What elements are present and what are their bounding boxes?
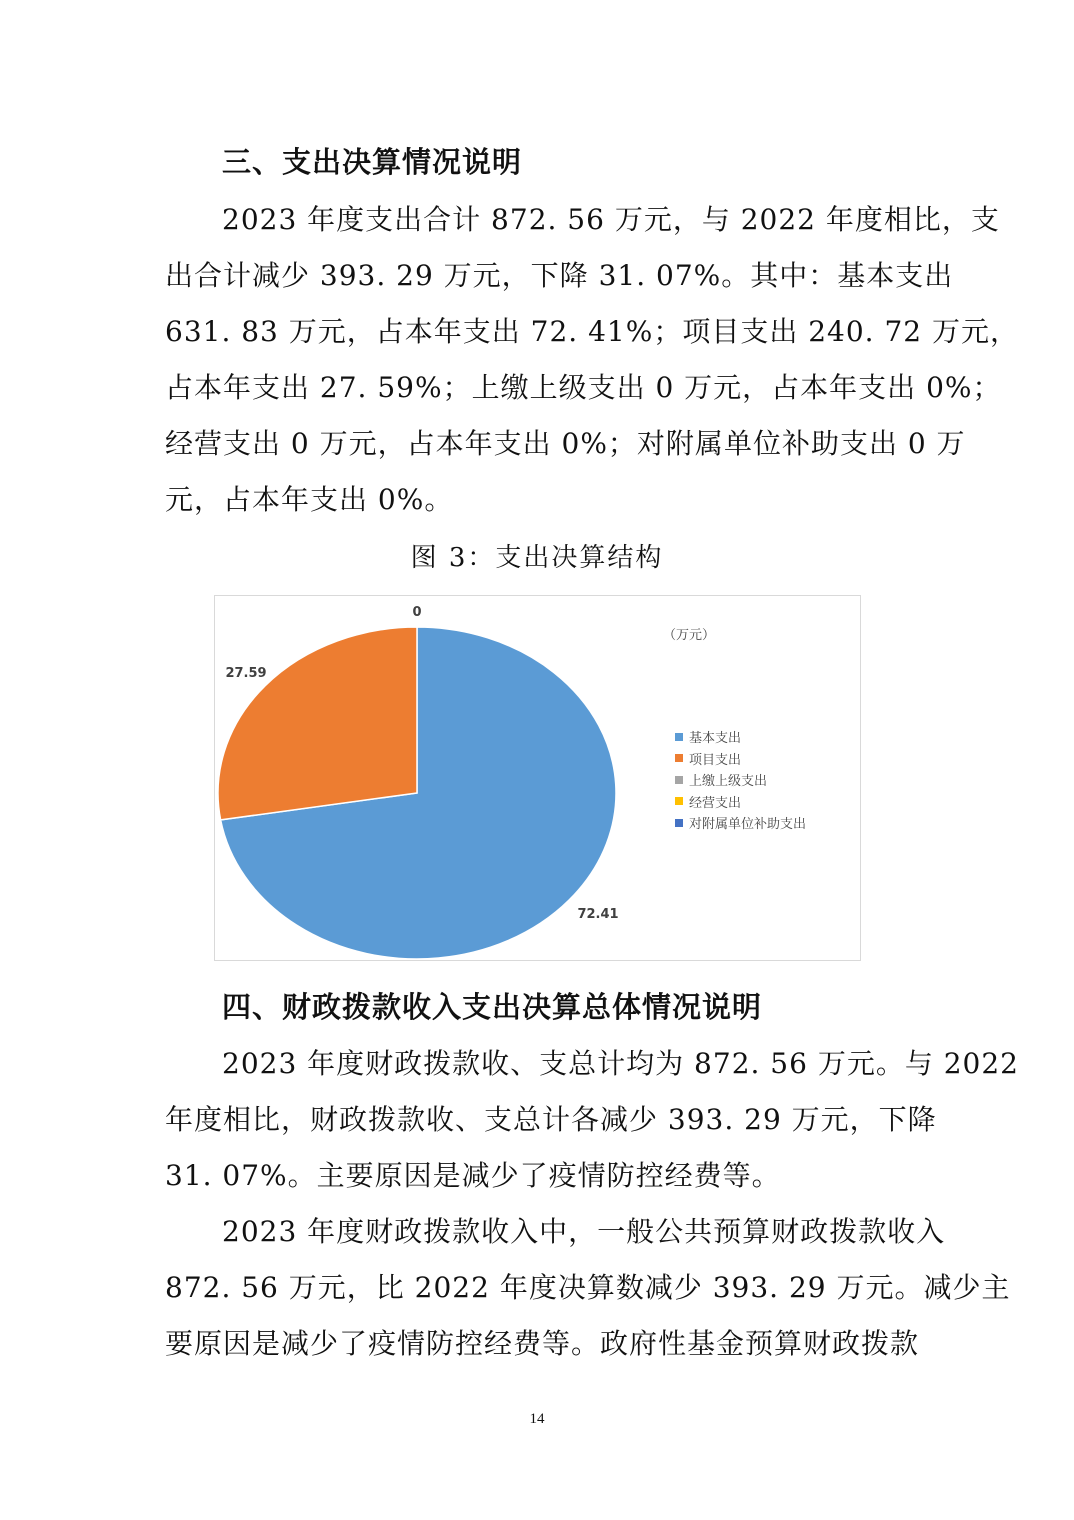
legend-swatch xyxy=(675,819,683,827)
section-3-heading: 三、支出决算情况说明 xyxy=(222,145,523,179)
section-3-line-5: 经营支出 0 万元，占本年支出 0%；对附属单位补助支出 0 万 xyxy=(165,427,966,460)
legend-item-4 xyxy=(675,791,806,813)
section-4-para-2-line-2: 872. 56 万元，比 2022 年度决算数减少 393. 29 万元。减少主 xyxy=(165,1271,1011,1304)
legend-label: 经营支出 xyxy=(689,795,742,811)
legend-item-1 xyxy=(675,726,806,748)
section-3-line-6: 元，占本年支出 0%。 xyxy=(165,483,454,516)
legend-label: 基本支出 xyxy=(689,731,742,747)
legend-label: 对附属单位补助支出 xyxy=(689,817,807,833)
section-4-para-1-line-3: 31. 07%。主要原因是减少了疫情防控经费等。 xyxy=(165,1159,781,1192)
chart-legend xyxy=(675,726,806,834)
pie-slice-2 xyxy=(218,627,417,820)
section-3-line-4: 占本年支出 27. 59%；上缴上级支出 0 万元，占本年支出 0%； xyxy=(165,371,1002,404)
section-3-line-1: 2023 年度支出合计 872. 56 万元，与 2022 年度相比，支 xyxy=(222,203,1000,236)
legend-label: 项目支出 xyxy=(689,752,742,768)
legend-swatch xyxy=(675,754,683,762)
page-number: 14 xyxy=(529,1411,545,1427)
section-4-para-2-line-1: 2023 年度财政拨款收入中，一般公共预算财政拨款收入 xyxy=(222,1215,946,1248)
section-3-line-3: 631. 83 万元，占本年支出 72. 41%；项目支出 240. 72 万元， xyxy=(165,315,1020,348)
legend-item-2 xyxy=(675,748,806,770)
data-label-3: 0 xyxy=(412,605,422,620)
section-4-para-2-line-3: 要原因是减少了疫情防控经费等。政府性基金预算财政拨款 xyxy=(165,1327,920,1360)
section-4-heading: 四、财政拨款收入支出决算总体情况说明 xyxy=(222,990,763,1024)
legend-swatch xyxy=(675,797,683,805)
section-4-para-1-line-2: 年度相比，财政拨款收、支总计各减少 393. 29 万元，下降 xyxy=(165,1103,937,1136)
data-label-2: 27.59 xyxy=(225,666,267,681)
data-label-1: 72.41 xyxy=(577,907,619,922)
figure-caption: 图 3：支出决算结构 xyxy=(410,543,664,573)
section-4-para-1-line-1: 2023 年度财政拨款收、支总计均为 872. 56 万元。与 2022 xyxy=(222,1047,1019,1080)
legend-swatch xyxy=(675,733,683,741)
legend-swatch xyxy=(675,776,683,784)
legend-item-5 xyxy=(675,812,806,834)
expense-structure-chart xyxy=(214,595,861,961)
section-3-line-2: 出合计减少 393. 29 万元，下降 31. 07%。其中：基本支出 xyxy=(165,259,954,292)
legend-item-3 xyxy=(675,769,806,791)
unit-label: （万元） xyxy=(663,628,716,643)
legend-label: 上缴上级支出 xyxy=(689,774,768,790)
